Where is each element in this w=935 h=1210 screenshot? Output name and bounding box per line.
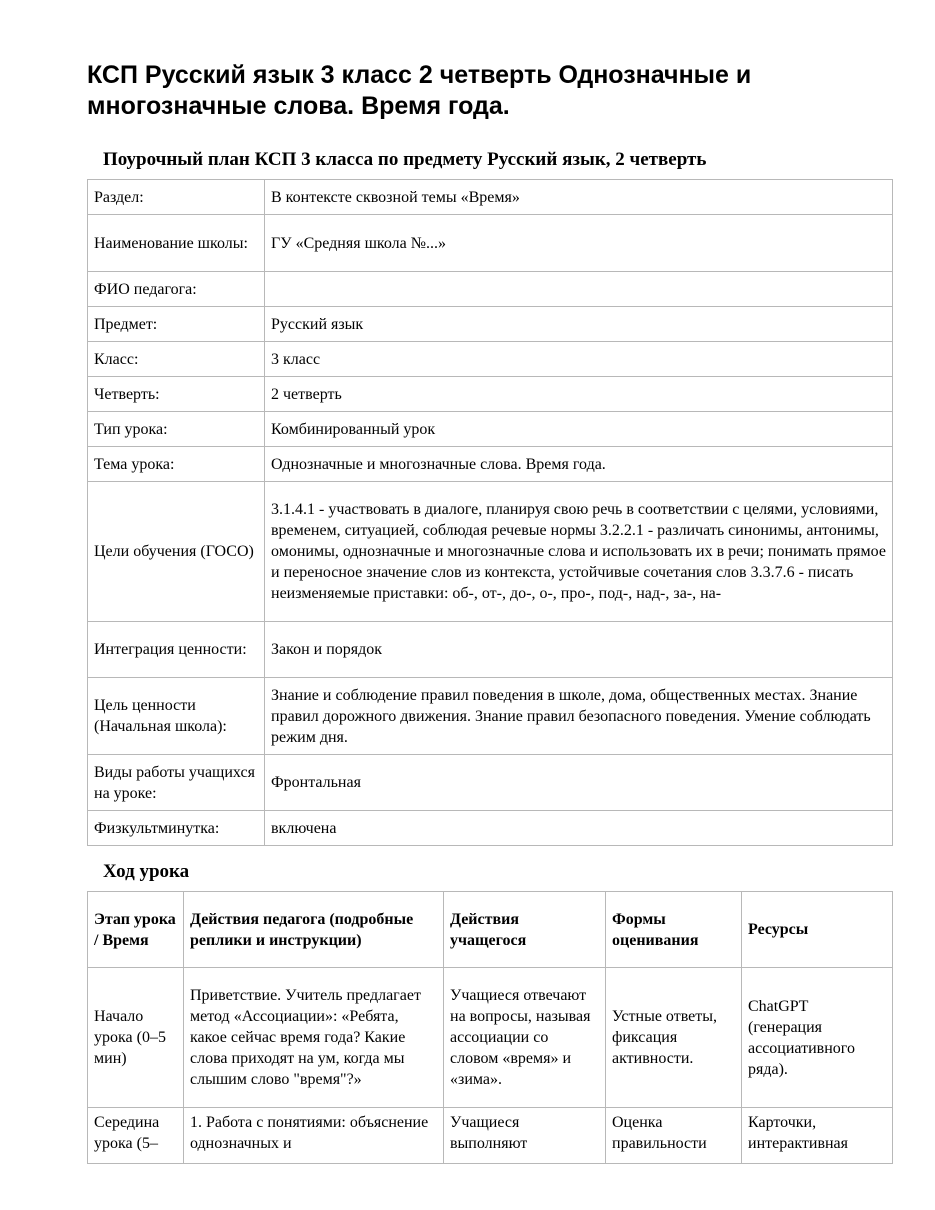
info-value: В контексте сквозной темы «Время» [265, 180, 893, 215]
table-row [88, 377, 893, 412]
info-label: Раздел: [88, 180, 265, 215]
table-row [88, 678, 893, 755]
lesson-stage: Середина урока (5– [88, 1108, 184, 1164]
table-row [88, 272, 893, 307]
lesson-resources: Карточки, интерактивная [742, 1108, 893, 1164]
document-title: КСП Русский язык 3 класс 2 четверть Однозначные и многозначные слова. Время года. [87, 61, 752, 120]
info-value: 3.1.4.1 - участвовать в диалоге, планируя свою речь в соответствии с целями, условиями, временем, ситуацией, соблюдая речевые нормы 3.2.2.1 - различать синонимы, антонимы, омонимы, однозначные и многозначные слова и использовать их в речи; понимать прямое и переносное значение слов из контекста, устойчивые сочетания слов 3.3.7.6 - писать неизменяемые приставки: об-, от-, до-, о-, про-, под-, над-, за-, на- [265, 482, 893, 622]
lesson-heading: Ход урока [103, 861, 190, 882]
plan-heading: Поурочный план КСП 3 класса по предмету Русский язык, 2 четверть [103, 149, 707, 170]
info-value [265, 272, 893, 307]
column-header-teacher: Действия педагога (подробные реплики и инструкции) [184, 892, 444, 968]
lesson-student-actions: Учащиеся отвечают на вопросы, называя ассоциации со словом «время» и «зима». [444, 968, 606, 1108]
info-value: Фронтальная [265, 755, 893, 811]
info-label: Цель ценности (Начальная школа): [88, 678, 265, 755]
info-value: Комбинированный урок [265, 412, 893, 447]
lesson-assessment: Оценка правильности [606, 1108, 742, 1164]
lesson-resources: ChatGPT (генерация ассоциативного ряда). [742, 968, 893, 1108]
info-label: Четверть: [88, 377, 265, 412]
info-label: Цели обучения (ГОСО) [88, 482, 265, 622]
table-row [88, 215, 893, 272]
info-value: Русский язык [265, 307, 893, 342]
info-label: Наименование школы: [88, 215, 265, 272]
info-value: включена [265, 811, 893, 846]
table-row [88, 755, 893, 811]
lesson-stage: Начало урока (0–5 мин) [88, 968, 184, 1108]
column-header-assessment: Формы оценивания [606, 892, 742, 968]
info-value: 3 класс [265, 342, 893, 377]
info-label: Тема урока: [88, 447, 265, 482]
info-value: 2 четверть [265, 377, 893, 412]
table-header-row [88, 892, 893, 968]
info-label: Класс: [88, 342, 265, 377]
lesson-assessment: Устные ответы, фиксация активности. [606, 968, 742, 1108]
lesson-teacher-actions: Приветствие. Учитель предлагает метод «Ассоциации»: «Ребята, какое сейчас время года? Какие слова приходят на ум, когда мы слышим слово "время"?» [184, 968, 444, 1108]
table-row [88, 1108, 893, 1164]
table-row [88, 622, 893, 678]
info-label: Физкультминутка: [88, 811, 265, 846]
info-value: Знание и соблюдение правил поведения в школе, дома, общественных местах. Знание правил дорожного движения. Знание правил безопасного поведения. Умение соблюдать режим дня. [265, 678, 893, 755]
table-row [88, 447, 893, 482]
info-label: Интеграция ценности: [88, 622, 265, 678]
info-table [87, 179, 893, 846]
table-row [88, 811, 893, 846]
table-row [88, 180, 893, 215]
info-label: ФИО педагога: [88, 272, 265, 307]
column-header-resources: Ресурсы [742, 892, 893, 968]
lesson-teacher-actions: 1. Работа с понятиями: объяснение однозначных и [184, 1108, 444, 1164]
info-value: Закон и порядок [265, 622, 893, 678]
lesson-table [87, 891, 893, 1164]
info-label: Предмет: [88, 307, 265, 342]
info-label: Виды работы учащихся на уроке: [88, 755, 265, 811]
table-row [88, 342, 893, 377]
lesson-student-actions: Учащиеся выполняют [444, 1108, 606, 1164]
table-row [88, 482, 893, 622]
table-row [88, 968, 893, 1108]
column-header-student: Действия учащегося [444, 892, 606, 968]
column-header-stage: Этап урока / Время [88, 892, 184, 968]
info-value: Однозначные и многозначные слова. Время года. [265, 447, 893, 482]
table-row [88, 412, 893, 447]
table-row [88, 307, 893, 342]
info-label: Тип урока: [88, 412, 265, 447]
info-value: ГУ «Средняя школа №...» [265, 215, 893, 272]
